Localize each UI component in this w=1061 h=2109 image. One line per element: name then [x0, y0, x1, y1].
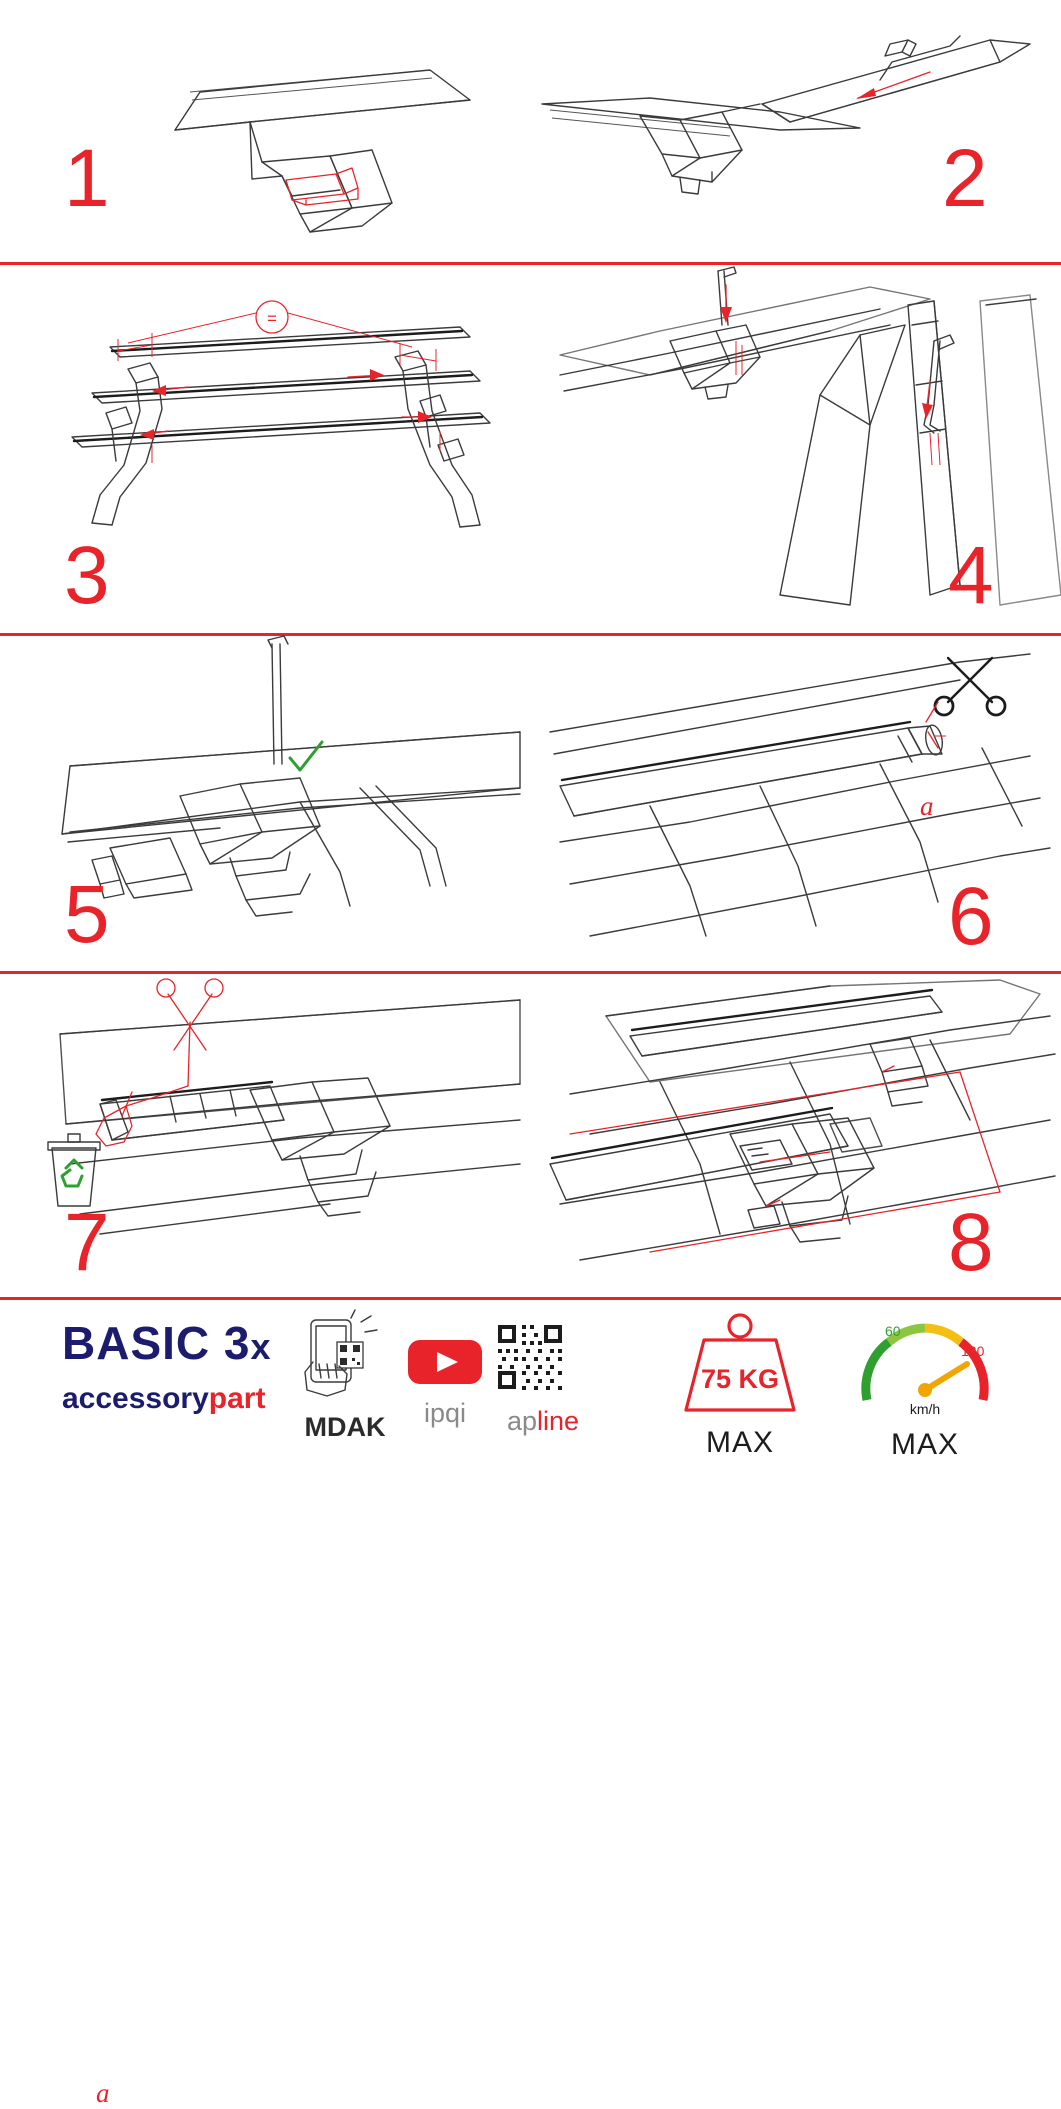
step-4: [530, 265, 1061, 633]
brand-title: [62, 1317, 272, 1369]
step-2-number: 2: [942, 133, 987, 224]
svg-text:=: =: [267, 309, 277, 328]
brand-subtitle: [62, 1384, 272, 1414]
step-7-number: 7: [64, 1197, 109, 1288]
step-3-number: 3: [64, 530, 109, 621]
max-speed-block: [845, 1308, 1005, 1462]
qr-code-icon: [478, 1318, 608, 1396]
step-3: [0, 265, 530, 633]
step-2: [530, 0, 1061, 262]
recycle-bin-icon: [48, 1134, 100, 1206]
footer: [0, 1300, 1061, 1500]
speed-unit: km/h: [909, 1401, 941, 1417]
step-1-number: 1: [64, 133, 109, 224]
max-speed-caption: MAX: [890, 1428, 959, 1461]
scissors-icon-red: [157, 979, 223, 1086]
logo-youtube-caption: ipqi: [423, 1398, 467, 1428]
step-6-label-a: a: [920, 791, 934, 821]
max-weight-value: 75 KG: [700, 1364, 780, 1394]
speed-tick-120: 120: [961, 1343, 985, 1359]
step-7-label-a: a: [96, 2078, 110, 2108]
step-8-number: 8: [948, 1197, 993, 1288]
scissors-icon: [935, 658, 1005, 715]
brand-title-suffix: x: [250, 1326, 272, 1367]
step-4-number: 4: [948, 530, 993, 621]
brand-subtitle-second: part: [208, 1382, 266, 1415]
logo-mdak-caption: MDAK: [304, 1412, 386, 1442]
logo-apline[interactable]: [478, 1318, 608, 1437]
speedometer-icon: [845, 1308, 1005, 1424]
brand-block: [62, 1317, 272, 1415]
step-6: [530, 636, 1061, 971]
step-6-number: 6: [948, 871, 993, 962]
logo-apline-caption-a: ap: [506, 1406, 537, 1436]
logo-apline-caption: [478, 1406, 608, 1437]
weight-icon: [660, 1310, 820, 1422]
brand-subtitle-first: accessory: [62, 1382, 209, 1415]
step-5: [0, 636, 530, 971]
step-1: [0, 0, 530, 262]
logo-mdak: [285, 1316, 405, 1443]
brand-title-text: BASIC 3: [62, 1317, 251, 1369]
max-weight-block: [660, 1310, 820, 1460]
max-weight-caption: MAX: [705, 1426, 774, 1459]
step-8: [530, 974, 1061, 1297]
logo-apline-caption-b: line: [537, 1406, 580, 1436]
hand-phone-qr-icon: [285, 1316, 405, 1402]
step-5-number: 5: [64, 869, 109, 960]
speed-tick-60: 60: [885, 1323, 901, 1339]
